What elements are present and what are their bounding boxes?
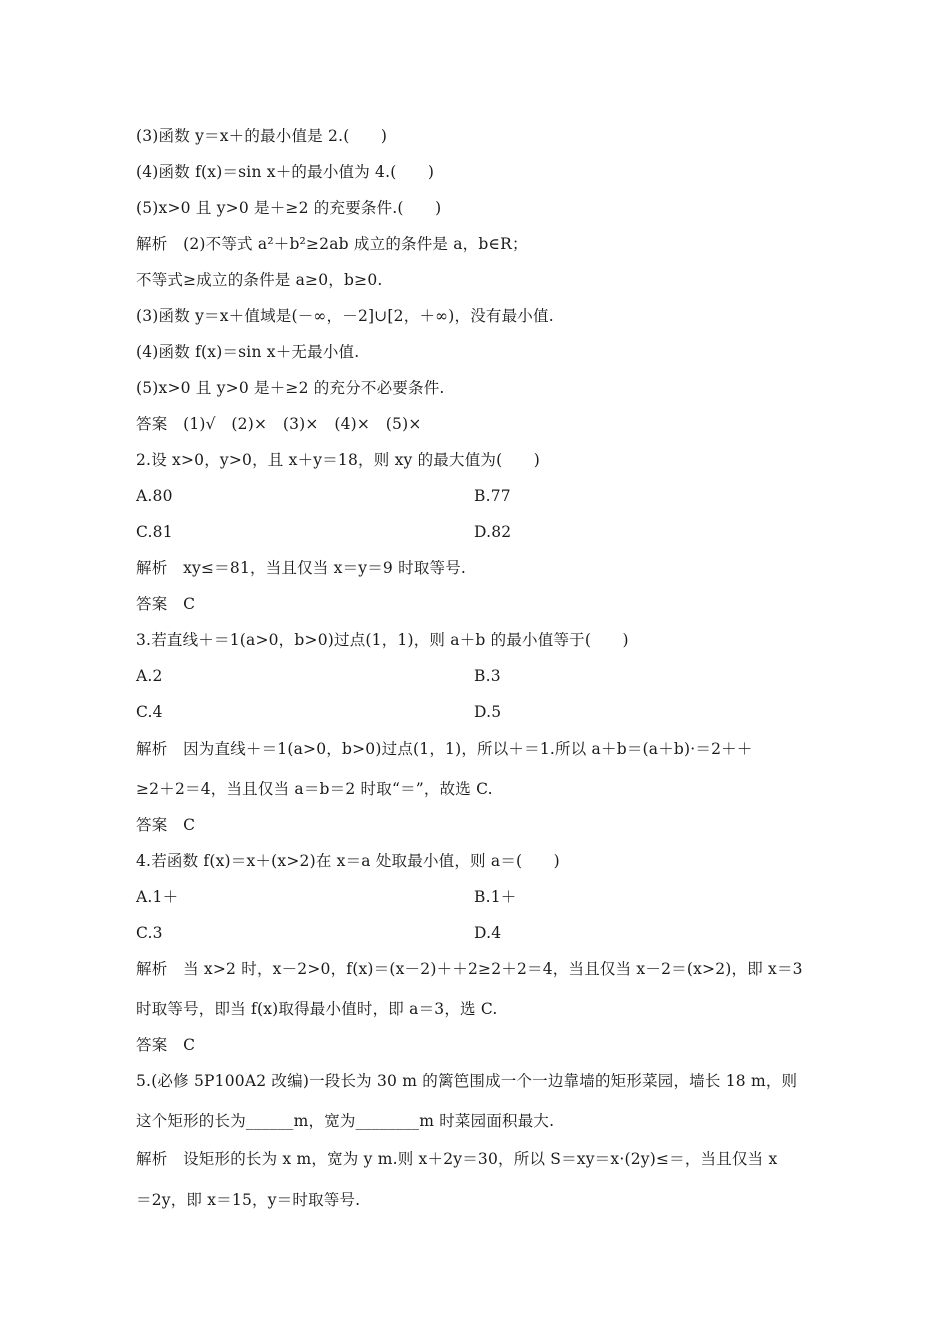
- option-d: D.4: [474, 924, 502, 942]
- question-3: 3.若直线＋＝1(a>0，b>0)过点(1，1)，则 a＋b 的最小值等于( ): [136, 631, 629, 649]
- option-a: A.80: [136, 487, 173, 505]
- text-line: (3)函数 y＝x＋的最小值是 2.( ): [136, 127, 388, 145]
- question-5-cont: 这个矩形的长为______m，宽为________m 时菜园面积最大.: [136, 1112, 555, 1130]
- option-a: A.1＋: [136, 888, 179, 906]
- answer-line: 答案 (1)√ (2)× (3)× (4)× (5)×: [136, 415, 422, 433]
- analysis-line: 解析 因为直线＋＝1(a>0，b>0)过点(1，1)，所以＋＝1.所以 a＋b＝(a＋b)·＝2＋＋: [136, 740, 753, 758]
- text-line: 解析 (2)不等式 a²＋b²≥2ab 成立的条件是 a，b∈R；: [136, 235, 528, 253]
- text-line: (3)函数 y＝x＋值域是(－∞，－2]∪[2，＋∞)，没有最小值.: [136, 307, 554, 325]
- analysis-line: ＝2y，即 x＝15，y＝时取等号.: [136, 1191, 361, 1209]
- analysis-line: 解析 xy≤＝81，当且仅当 x＝y＝9 时取等号.: [136, 559, 467, 577]
- option-b: B.1＋: [474, 888, 517, 906]
- analysis-line: ≥2＋2＝4，当且仅当 a＝b＝2 时取“＝”，故选 C.: [136, 780, 493, 798]
- answer-line: 答案 C: [136, 1036, 196, 1054]
- text-line: (4)函数 f(x)＝sin x＋无最小值.: [136, 343, 360, 361]
- text-line: (4)函数 f(x)＝sin x＋的最小值为 4.( ): [136, 163, 435, 181]
- option-a: A.2: [136, 667, 163, 685]
- answer-line: 答案 C: [136, 816, 196, 834]
- option-b: B.77: [474, 487, 511, 505]
- answer-line: 答案 C: [136, 595, 196, 613]
- option-c: C.81: [136, 523, 173, 541]
- option-c: C.3: [136, 924, 163, 942]
- text-line: (5)x>0 且 y>0 是＋≥2 的充分不必要条件.: [136, 379, 445, 397]
- option-c: C.4: [136, 703, 163, 721]
- question-2: 2.设 x>0，y>0，且 x＋y＝18，则 xy 的最大值为( ): [136, 451, 541, 469]
- question-5: 5.(必修 5P100A2 改编)一段长为 30 m 的篱笆围成一个一边靠墙的矩形菜园，墙长 18 m，则: [136, 1072, 798, 1090]
- question-4: 4.若函数 f(x)＝x＋(x>2)在 x＝a 处取最小值，则 a＝( ): [136, 852, 560, 870]
- text-line: (5)x>0 且 y>0 是＋≥2 的充要条件.( ): [136, 199, 442, 217]
- analysis-line: 时取等号，即当 f(x)取得最小值时，即 a＝3，选 C.: [136, 1000, 498, 1018]
- analysis-line: 解析 设矩形的长为 x m，宽为 y m.则 x＋2y＝30，所以 S＝xy＝x·(2y)≤＝，当且仅当 x: [136, 1150, 778, 1168]
- option-d: D.82: [474, 523, 512, 541]
- analysis-line: 解析 当 x>2 时，x－2>0，f(x)＝(x－2)＋＋2≥2＋2＝4，当且仅当 x－2＝(x>2)，即 x＝3: [136, 960, 803, 978]
- text-line: 不等式≥成立的条件是 a≥0，b≥0.: [136, 271, 383, 289]
- option-d: D.5: [474, 703, 502, 721]
- option-b: B.3: [474, 667, 501, 685]
